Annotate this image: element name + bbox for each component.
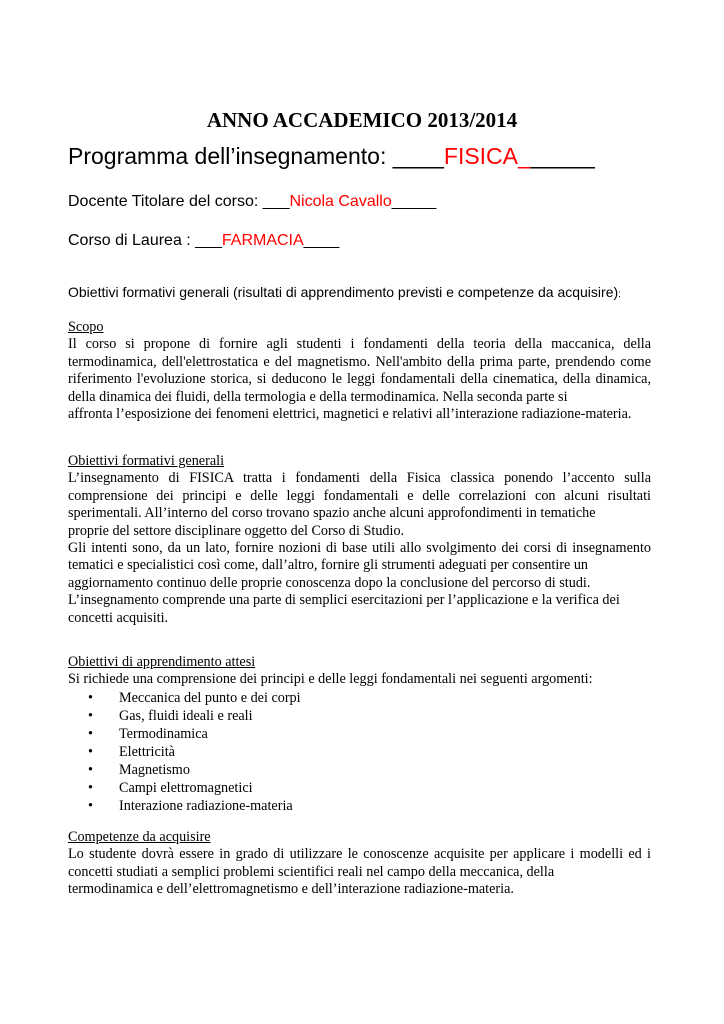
competenze-heading: Competenze da acquisire <box>68 829 211 845</box>
apprendimento-intro: Si richiede una comprensione dei principi e delle leggi fondamentali nei seguenti argomenti: <box>68 671 593 688</box>
competenze-body: Lo studente dovrà essere in grado di utilizzare le conoscenze acquisite per applicare i modelli ed i concetti studiati a semplici problemi scientifici reali nel campo della meccanica, della <box>68 846 651 880</box>
obiettivi-intro-line <box>68 284 621 300</box>
corso-line <box>68 232 339 250</box>
topic-label: Termodinamica <box>119 725 208 742</box>
scopo-body-last-line: affronta l’esposizione dei fenomeni elettrici, magnetici e relativi all’interazione radiazione-materia. <box>68 406 632 423</box>
obiettivi-formativi-para1: L’insegnamento di FISICA tratta i fondamenti della Fisica classica ponendo l’accento sulla comprensione dei principi e delle leggi fondamentali e delle correlazioni con alcuni risultati sperimentali. All’interno del corso trovano spazio anche alcuni approfondimenti in tematiche <box>68 470 651 522</box>
scopo-heading: Scopo <box>68 319 104 335</box>
obiettivi-intro-text: Obiettivi formativi generali (risultati di apprendimento previsti e competenze da acquisire) <box>68 284 619 300</box>
bullet-icon: • <box>88 725 93 742</box>
obiettivi-formativi-para3-last: concetti acquisiti. <box>68 609 169 626</box>
bullet-icon: • <box>88 779 93 796</box>
docente-suffix: _____ <box>391 193 437 210</box>
topic-item <box>68 689 651 707</box>
scopo-section <box>68 319 651 423</box>
programma-value: FISICA <box>443 143 519 169</box>
obiettivi-formativi-section <box>68 453 651 627</box>
topic-item <box>68 707 651 725</box>
topic-label: Gas, fluidi ideali e reali <box>119 707 253 724</box>
obiettivi-formativi-heading: Obiettivi formativi generali <box>68 453 225 469</box>
bullet-icon: • <box>88 689 93 706</box>
scopo-body: Il corso si propone di fornire agli studenti i fondamenti della teoria della maccanica, della termodinamica, dell'elettrostatica e del magnetismo. Nell'ambito della prima parte, prendendo come riferimento l'evoluzione storica, si deducono le leggi fondamentali della cinematica, della dinamica, della dinamica dei fluidi, della termologia e della termodinamica. Nella seconda parte si <box>68 336 651 405</box>
competenze-body-last-line: termodinamica e dell’elettromagnetismo e dell’interazione radiazione-materia. <box>68 881 514 898</box>
bullet-icon: • <box>88 743 93 760</box>
bullet-icon: • <box>88 707 93 724</box>
docente-value: Nicola Cavallo <box>289 193 392 210</box>
topic-item <box>68 725 651 743</box>
docente-line <box>68 193 436 211</box>
obiettivi-formativi-para3: L’insegnamento comprende una parte di semplici esercitazioni per l’applicazione e la verifica dei <box>68 592 620 609</box>
programma-label: Programma dell’insegnamento: ____ <box>68 143 444 169</box>
apprendimento-heading: Obiettivi di apprendimento attesi <box>68 654 256 670</box>
bullet-icon: • <box>88 797 93 814</box>
docente-label: Docente Titolare del corso: ___ <box>68 193 290 210</box>
bullet-icon: • <box>88 761 93 778</box>
academic-year-title: ANNO ACCADEMICO 2013/2014 <box>206 108 518 132</box>
programma-line <box>68 143 595 170</box>
programma-suffix: _____ <box>530 143 595 169</box>
apprendimento-section <box>68 654 651 815</box>
corso-value: FARMACIA <box>221 232 304 249</box>
topic-label: Magnetismo <box>119 761 190 778</box>
competenze-section <box>68 829 651 899</box>
obiettivi-formativi-para1-last: proprie del settore disciplinare oggetto del Corso di Studio. <box>68 522 405 539</box>
obiettivi-formativi-para2: Gli intenti sono, da un lato, fornire nozioni di base utili allo svolgimento dei corsi di insegnamento tematici e specialistici così come, dall’altro, fornire gli strumenti adeguati per consentire un <box>68 540 651 574</box>
corso-suffix: ____ <box>303 232 340 249</box>
topics-list <box>68 689 651 815</box>
topic-item <box>68 779 651 797</box>
topic-item <box>68 743 651 761</box>
corso-label: Corso di Laurea : ___ <box>68 232 222 249</box>
topic-label: Meccanica del punto e dei corpi <box>119 689 301 706</box>
topic-label: Interazione radiazione-materia <box>119 797 293 814</box>
programma-value-underscore: _ <box>518 143 531 169</box>
topic-label: Campi elettromagnetici <box>119 779 253 796</box>
topic-item <box>68 797 651 815</box>
obiettivi-formativi-para2-last: aggiornamento continuo delle proprie conoscenza dopo la conclusione del percorso di studi. <box>68 574 591 591</box>
obiettivi-intro-colon: : <box>618 289 621 300</box>
topic-item <box>68 761 651 779</box>
topic-label: Elettricità <box>119 743 175 760</box>
